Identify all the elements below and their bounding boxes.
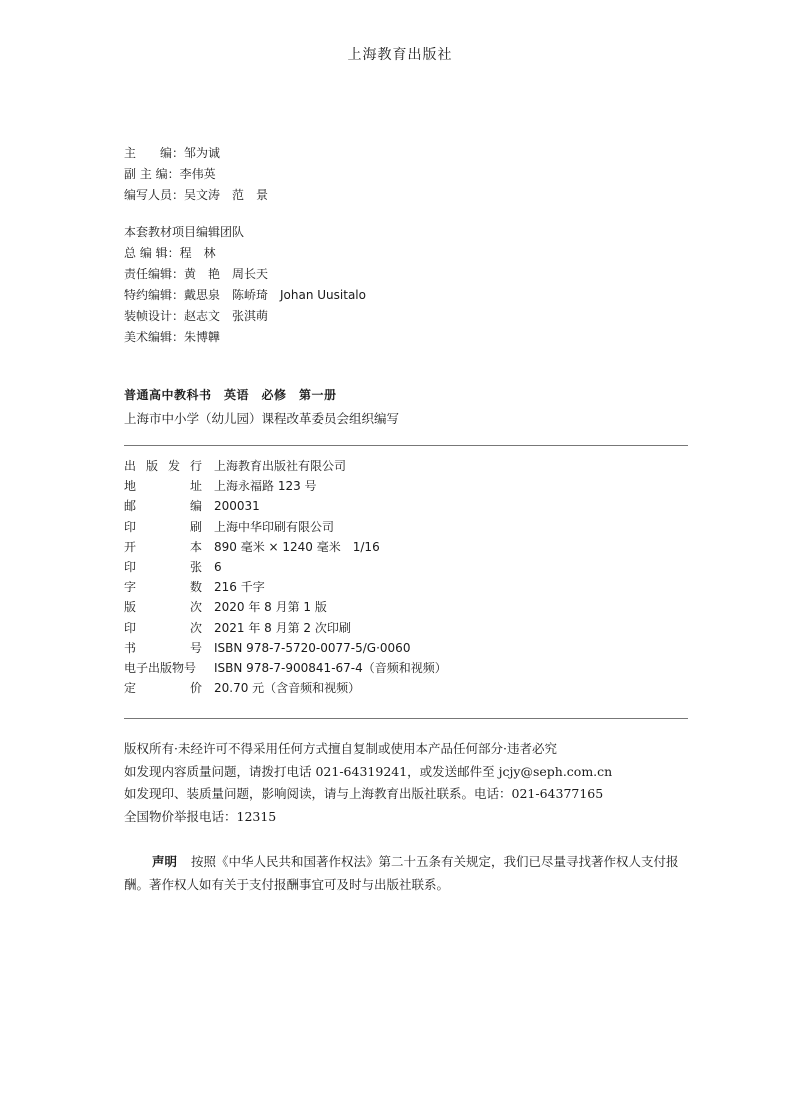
pubinfo-key-char: 张: [189, 559, 202, 574]
team-line: 本套教材项目编辑团队: [124, 225, 245, 239]
pubinfo-row: [124, 577, 447, 597]
book-title: 普通高中教科书 英语 必修 第一册: [124, 388, 337, 402]
pubinfo-key-char: 印: [124, 620, 137, 635]
pubinfo-key-char: 印: [124, 519, 137, 534]
pubinfo-key-char: 次: [189, 620, 202, 635]
notice-line: 如发现内容质量问题，请拨打电话 021-64319241，或发送邮件至 jcjy@seph.com.cn: [124, 763, 613, 779]
pubinfo-key: [124, 537, 202, 557]
pubinfo-row: [124, 678, 447, 698]
pubinfo-row: [124, 597, 447, 617]
pubinfo-key: [124, 557, 202, 577]
pubinfo-key-char: 发: [167, 459, 180, 473]
credit-line: 主 编：邹为诚: [124, 146, 221, 160]
pubinfo-value: 216 千字: [214, 580, 265, 595]
pubinfo-key-char: 地: [124, 479, 137, 494]
pubinfo-key-char: 开: [124, 539, 137, 554]
divider: [124, 718, 688, 719]
pubinfo-key-char: 版: [124, 600, 137, 615]
pubinfo-key: [124, 476, 202, 496]
pubinfo-key-char: 印: [124, 559, 137, 574]
pubinfo-key-char: 本: [189, 539, 202, 554]
credits-block: [124, 143, 268, 206]
pubinfo-key-char: 刷: [189, 519, 202, 534]
book-info-block: [124, 384, 399, 430]
statement: [124, 850, 692, 896]
publisher-name: 上海教育出版社: [347, 47, 453, 63]
credit-line: 编写人员：吴文涛 范 景: [124, 188, 269, 202]
pubinfo-row: [124, 496, 447, 516]
pubinfo-row: [124, 456, 447, 476]
pubinfo-row: [124, 638, 447, 658]
pubinfo-row: [124, 658, 447, 678]
pubinfo-value: 上海中华印刷有限公司: [214, 519, 335, 534]
pubinfo-key-char: 数: [189, 580, 202, 595]
team-line: 特约编辑：戴思泉 陈峤琦 Johan Uusitalo: [124, 288, 366, 302]
pubinfo-key-char: 号: [189, 640, 202, 655]
pubinfo-value: 2020 年 8 月第 1 版: [214, 600, 327, 615]
pubinfo-value: 上海教育出版社有限公司: [214, 459, 347, 473]
pubinfo-row: [124, 618, 447, 638]
pubinfo-row: [124, 557, 447, 577]
editorial-team-block: [124, 222, 366, 348]
pubinfo-key: [124, 618, 202, 638]
pubinfo-value: 20.70 元（含音频和视频）: [214, 681, 361, 696]
pubinfo-key-char: 出: [124, 459, 137, 473]
team-line: 装帧设计：赵志文 张淇萌: [124, 309, 269, 323]
publication-info: [124, 456, 447, 698]
pubinfo-key: [124, 577, 202, 597]
notice-line: 全国物价举报电话：12315: [124, 808, 277, 824]
pubinfo-key-char: 编: [189, 499, 202, 514]
pubinfo-key-char: 次: [189, 600, 202, 615]
team-line: 责任编辑：黄 艳 周长天: [124, 267, 269, 281]
team-line: 美术编辑：朱博韡: [124, 330, 221, 344]
pubinfo-value: 上海永福路 123 号: [214, 479, 317, 494]
pubinfo-key: [124, 678, 202, 698]
pubinfo-row: [124, 476, 447, 496]
pubinfo-value: 6: [214, 559, 222, 574]
pubinfo-row: [124, 537, 447, 557]
pubinfo-key-char: 址: [189, 479, 202, 494]
notice-line: 版权所有·未经许可不得采用任何方式擅自复制或使用本产品任何部分·违者必究: [124, 741, 557, 756]
statement-label: 声明: [152, 854, 178, 869]
team-line: 总 编 辑：程 林: [124, 246, 216, 260]
pubinfo-value: 200031: [214, 499, 260, 514]
pubinfo-value: ISBN 978-7-900841-67-4（音频和视频）: [214, 660, 447, 675]
pubinfo-key: [124, 597, 202, 617]
statement-text: 按照《中华人民共和国著作权法》第二十五条有关规定，我们已尽量寻找著作权人支付报酬。著作权人如有关于支付报酬事宜可及时与出版社联系。: [124, 854, 679, 892]
pubinfo-key: [124, 638, 202, 658]
divider: [124, 445, 688, 446]
pubinfo-key-char: 邮: [124, 499, 137, 514]
pubinfo-key-char: 版: [145, 459, 158, 473]
pubinfo-key: [124, 517, 202, 537]
pubinfo-value: 890 毫米 × 1240 毫米 1/16: [214, 539, 380, 554]
pubinfo-value: ISBN 978-7-5720-0077-5/G·0060: [214, 640, 411, 655]
notice-line: 如发现印、装质量问题，影响阅读，请与上海教育出版社联系。电话：021-64377165: [124, 786, 604, 801]
pubinfo-key-char: 字: [124, 580, 137, 595]
pubinfo-key-char: 定: [124, 681, 137, 696]
pubinfo-key-char: 书: [124, 640, 137, 655]
pubinfo-value: 2021 年 8 月第 2 次印刷: [214, 620, 351, 635]
pubinfo-row: [124, 517, 447, 537]
copyright-notice: [124, 738, 612, 828]
book-organization: 上海市中小学（幼儿园）课程改革委员会组织编写: [124, 411, 400, 426]
credit-line: 副 主 编：李伟英: [124, 167, 216, 181]
pubinfo-key-char: 价: [189, 681, 202, 696]
pubinfo-key-char: 行: [189, 459, 202, 473]
pubinfo-key: [124, 658, 202, 678]
pubinfo-key: [124, 456, 202, 476]
pubinfo-key: [124, 496, 202, 516]
pubinfo-key-char: 电子出版物号: [124, 660, 197, 675]
